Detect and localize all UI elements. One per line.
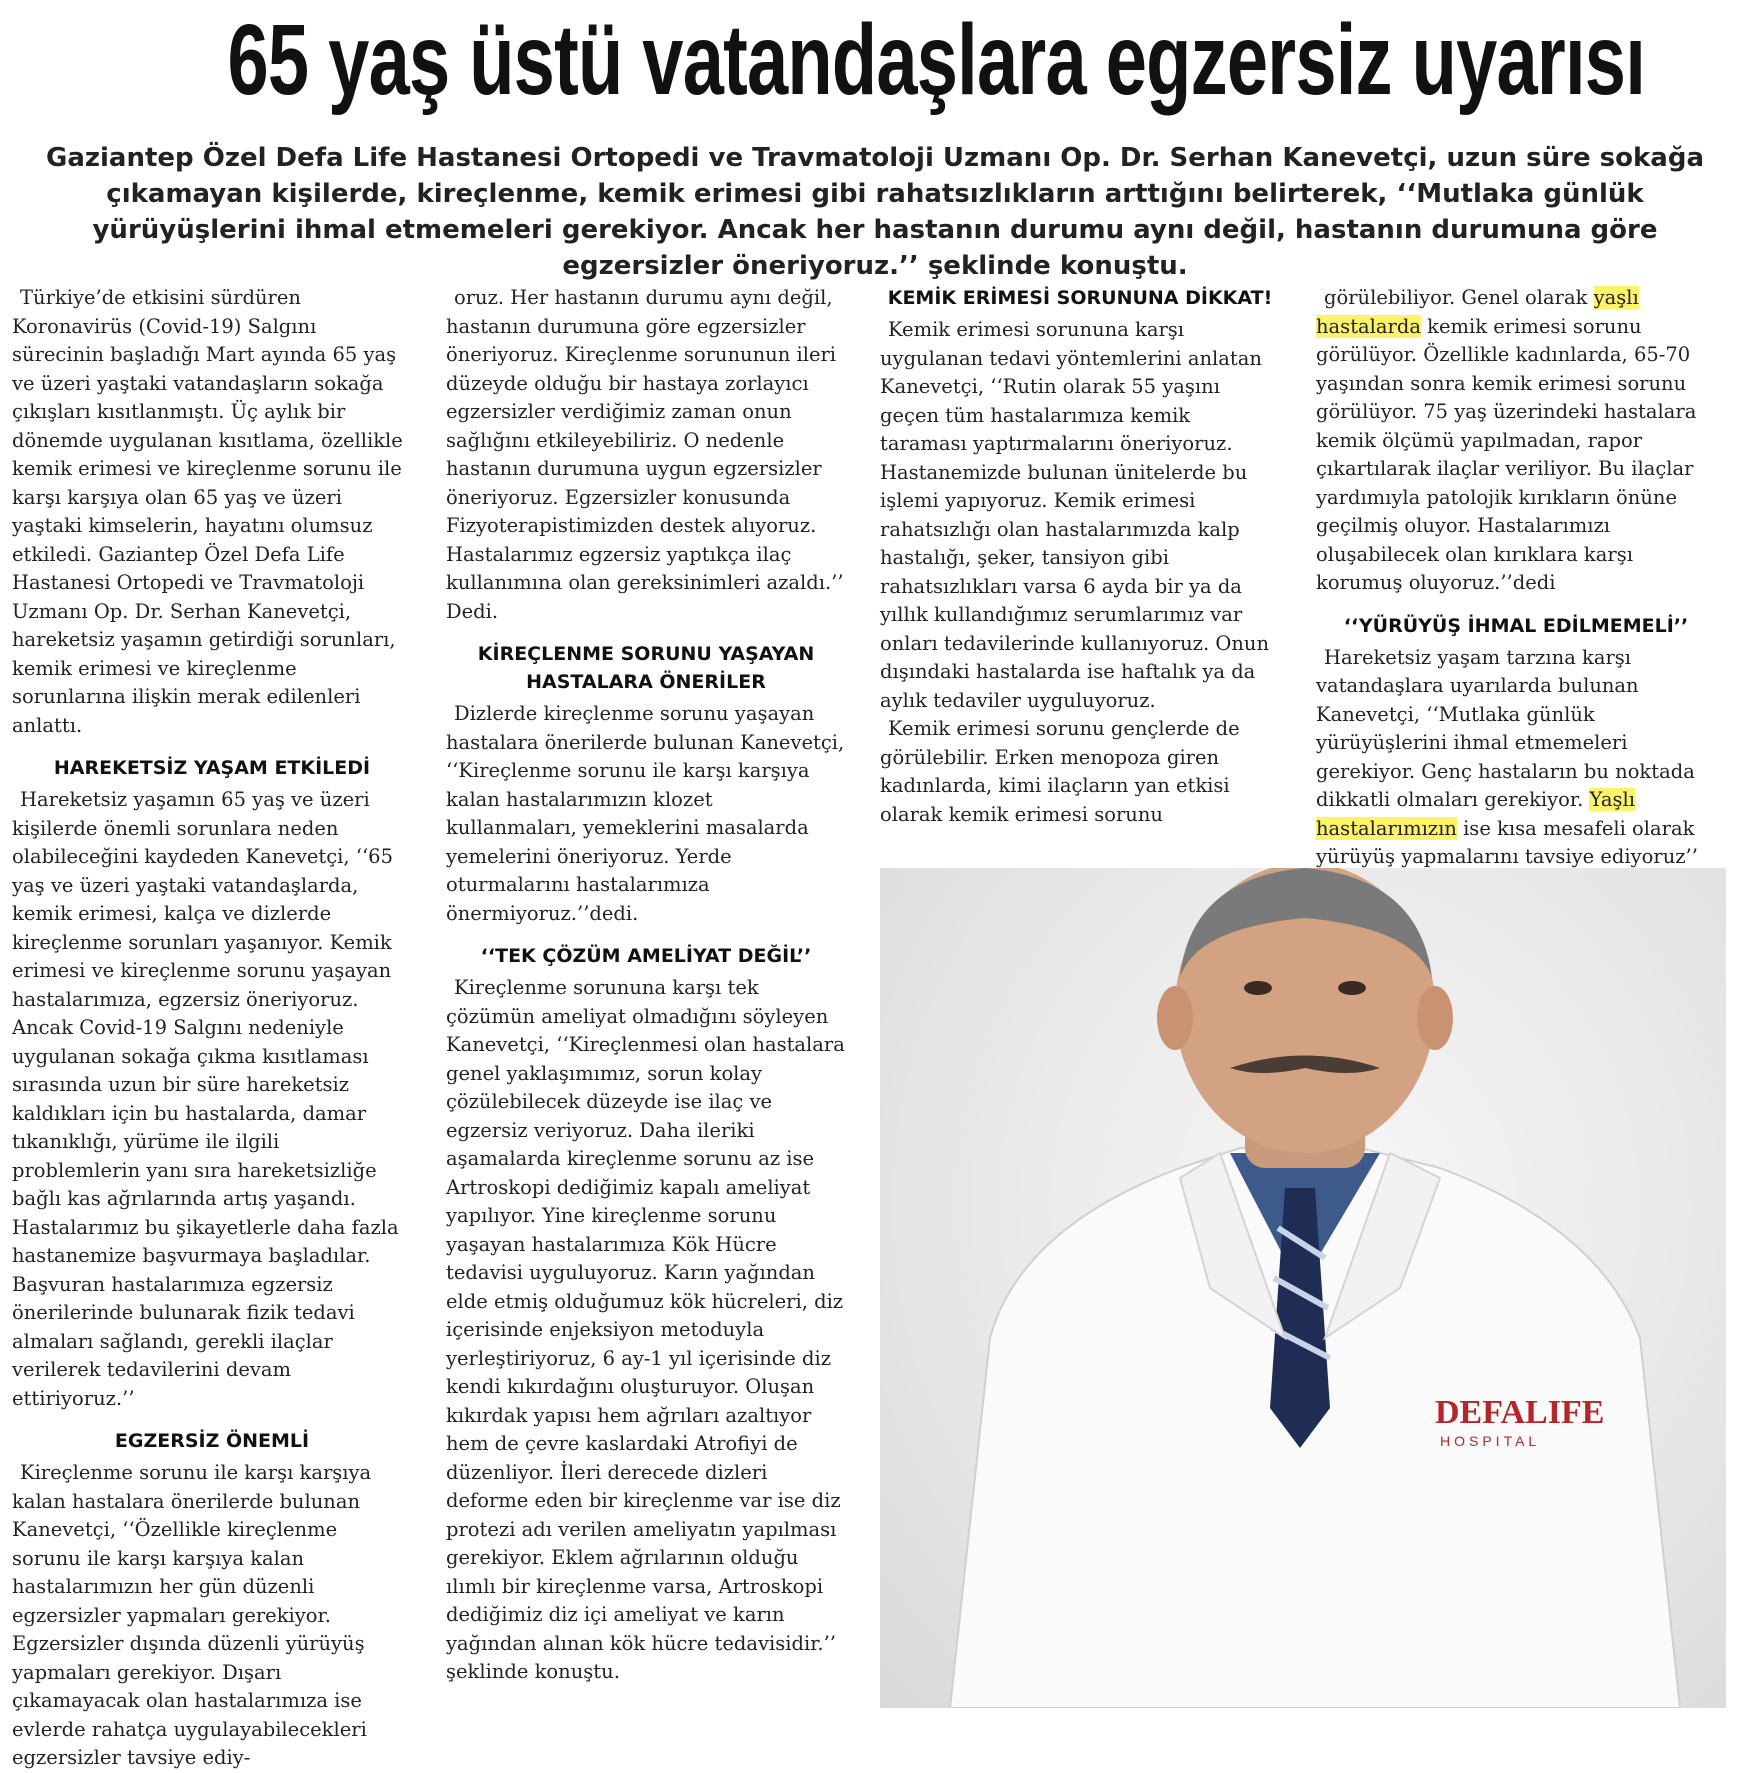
column-3 xyxy=(880,284,1280,829)
doctor-photo xyxy=(880,868,1726,1708)
doctor-portrait-illustration xyxy=(880,868,1726,1708)
column-2 xyxy=(446,284,846,1687)
paragraph: Kemik erimesi sorununa karşı uygulanan tedavi yöntemlerini anlatan Kanevetçi, ‘‘Rutin olarak 55 yaşını geçen tüm hastalarımıza kemik taraması yaptırmalarını öneriyoruz. Hastanemizde bulunan ünitelerde bu işlemi yapıyoruz. Kemik erimesi rahatsızlığı olan hastalarımızda kalp hastalığı, şeker, tansiyon gibi rahatsızlıkları varsa 6 ayda bir ya da yıllık kullandığımız serumlarımız var onları tedavilerinde kullanıyoruz. Onun dışındaki hastalarda ise haftalık ya da aylık tedaviler uyguluyoruz. xyxy=(880,318,1270,712)
column-1 xyxy=(12,284,412,1773)
text-run: kemik erimesi sorunu görülüyor. Özellikle kadınlarda, 65-70 yaşından sonra kemik erimesi sorunu görülüyor. 75 yaş üzerindeki hastalara kemik ölçümü yapılmadan, rapor çıkartılarak ilaçlar veriliyor. Bu ilaçlar yardımıyla patolojik kırıkların önüne geçilmiş oluyor. Hastalarımızı oluşabilecek olan kırıklara karşı korumuş oluyoruz.’’dedi xyxy=(1316,314,1697,594)
paragraph: Hareketsiz yaşamın 65 yaş ve üzeri kişilerde önemli sorunlara neden olabileceğini kaydeden Kanevetçi, ‘‘65 yaş ve üzeri yaştaki vatandaşlarda, kemik erimesi, kalça ve dizlerde kireçlenme sorunları yaşanıyor. Kemik erimesi ve kireçlenme sorunu yaşayan hastalarımıza, egzersiz öneriyoruz. Ancak Covid-19 Salgını nedeniyle uygulanan sokağa çıkma kısıtlaması sırasında uzun bir süre hareketsiz kaldıkları için bu hastalarda, damar tıkanıklığı, yürüme ile ilgili problemlerin yanı sıra hareketsizliğe bağlı kas ağrılarında artış yaşandı. Hastalarımız bu şikayetlerle daha fazla hastanemize başvurmaya başladılar. Başvuran hastalarımıza egzersiz önerilerinde bulunarak fizik tedavi almaları sağlandı, gerekli ilaçlar verilerek tedavilerini devam ettiriyoruz.’’ xyxy=(12,788,399,1410)
paragraph: oruz. Her hastanın durumu aynı değil, hastanın durumuna göre egzersizler öneriyoruz. Kireçlenme sorununun ileri düzeyde olduğu bir hastaya zorlayıcı egzersizler verdiğimiz zaman onun sağlığını etkileyebiliriz. O nedenle hastanın durumuna uygun egzersizler öneriyoruz. Egzersizler konusunda Fizyoterapistimizden destek alıyoruz. Hastalarımız egzersiz yaptıkça ilaç kullanımına olan gereksinimleri azaldı.’’ Dedi. xyxy=(446,286,844,623)
subheading: KİREÇLENME SORUNU YAŞAYAN HASTALARA ÖNERİLER xyxy=(477,643,815,693)
paragraph: Kemik erimesi sorunu gençlerde de görülebilir. Erken menopoza giren kadınlarda, kimi ilaçların yan etkisi olarak kemik erimesi sorunu xyxy=(880,717,1240,826)
headline: 65 yaş üstü vatandaşlara egzersiz uyarısı xyxy=(227,4,1646,116)
text-run: Hareketsiz yaşam tarzına karşı vatandaşlara uyarılarda bulunan Kanevetçi, ‘‘Mutlaka günlük yürüyüşlerini ihmal etmemeleri gerekiyor. Genç hastaların bu noktada dikkatli olmaları gerekiyor. xyxy=(1316,645,1695,811)
coat-logo-sub: HOSPITAL xyxy=(1440,1433,1541,1449)
paragraph xyxy=(1316,284,1716,598)
text-run: görülebiliyor. Genel olarak xyxy=(1324,286,1594,309)
subheading: ‘‘TEK ÇÖZÜM AMELİYAT DEĞİL’’ xyxy=(480,945,812,967)
paragraph: Kireçlenme sorunu ile karşı karşıya kalan hastalara önerilerde bulunan Kanevetçi, ‘‘Özellikle kireçlenme sorunu ile karşı karşıya kalan hastalarımızın her gün düzenli egzersizler yapmaları gerekiyor. Egzersizler dışında düzenli yürüyüş yapmaları gerekiyor. Dışarı çıkamayacak olan hastalarımıza ise evlerde rahatça uygulayabilecekleri egzersizler tavsiye ediy- xyxy=(12,1461,372,1769)
column-4 xyxy=(1316,284,1716,900)
highlighted-text: yaşlı hastalarda xyxy=(1316,286,1639,338)
right-ear xyxy=(1417,986,1453,1050)
text-run: ise kısa mesafeli olarak yürüyüş yapmalarını tavsiye ediyoruz’’ xyxy=(1316,816,1698,868)
paragraph: Dizlerde kireçlenme sorunu yaşayan hastalara önerilerde bulunan Kanevetçi, ‘‘Kireçlenme sorunu ile karşı karşıya kalan hastalarımızın klozet kullanmaları, yemeklerini masalarda yemelerini öneriyoruz. Yerde oturmalarını hastalarımıza önermiyoruz.’’dedi. xyxy=(446,702,845,925)
paragraph: Kireçlenme sorununa karşı tek çözümün ameliyat olmadığını söyleyen Kanevetçi, ‘‘Kireçlenmesi olan hastalara genel yaklaşımımız, sorun kolay çözülebilecek düzeyde ise ilaç ve egzersiz veriyoruz. Daha ileriki aşamalarda kireçlenme sorunu az ise Artroskopi dediğimiz kapalı ameliyat yapılıyor. Yine kireçlenme sorunu yaşayan hastalarımıza Kök Hücre tedavisi uyguluyoruz. Karın yağından elde etmiş olduğumuz kök hücreleri, diz içerisinde enjeksiyon metoduyla yerleştiriyoruz, 6 ay-1 yıl içerisinde diz kendi kıkırdağını oluşturuyor. Oluşan kıkırdak yapısı hem ağrıları azaltıyor hem de çevre kaslardaki Atrofiyi de düzenliyor. İleri derecede dizleri deforme eden bir kireçlenme var ise diz protezi adı verilen ameliyatın yapılması gerekiyor. Eklem ağrılarının olduğu ılımlı bir kireçlenme varsa, Artroskopi dediğimiz diz içi ameliyat ve karın yağından alınan kök hücre tedavisidir.’’ şeklinde konuştu. xyxy=(446,976,845,1683)
paragraph xyxy=(1316,644,1716,901)
left-eye xyxy=(1244,981,1272,995)
left-ear xyxy=(1157,986,1193,1050)
coat-logo: DEFALIFE xyxy=(1435,1394,1605,1431)
subheading: KEMİK ERİMESİ SORUNUNA DİKKAT! xyxy=(887,287,1273,309)
subheading: HAREKETSİZ YAŞAM ETKİLEDİ xyxy=(53,757,371,779)
right-eye xyxy=(1338,981,1366,995)
paragraph: Türkiye’de etkisini sürdüren Koronavirüs (Covid-19) Salgını sürecinin başladığı Mart ayında 65 yaş ve üzeri yaştaki vatandaşların sokağa çıkışları kısıtlanmıştı. Üç aylık bir dönemde uygulanan kısıtlama, özellikle kemik erimesi ve kireçlenme sorunu ile karşı karşıya olan 65 yaş ve üzeri yaştaki kimselerin, hayatını olumsuz etkiledi. Gaziantep Özel Defa Life Hastanesi Ortopedi ve Travmatoloji Uzmanı Op. Dr. Serhan Kanevetçi, hareketsiz yaşamın getirdiği sorunları, kemik erimesi ve kireçlenme sorunlarına ilişkin merak edilenleri anlattı. xyxy=(12,286,403,737)
subheading: ‘‘YÜRÜYÜŞ İHMAL EDİLMEMELİ’’ xyxy=(1343,614,1689,637)
highlighted-text: Yaşlı hastalarımızın xyxy=(1316,788,1635,840)
subheading: EGZERSİZ ÖNEMLİ xyxy=(114,1430,310,1452)
spot-text: Gaziantep Özel Defa Life Hastanesi Ortopedi ve Travmatoloji Uzmanı Op. Dr. Serhan Kanevetçi, uzun süre sokağa çıkamayan kişilerde, kireçlenme, kemik erimesi gibi rahatsızlıkların arttığını belirterek, ‘‘Mutlaka günlük yürüyüşlerini ihmal etmemeleri gerekiyor. Ancak her hastanın durumu aynı değil, hastanın durumuna göre egzersizler öneriyoruz.’’ şeklinde konuştu. xyxy=(46,143,1704,281)
